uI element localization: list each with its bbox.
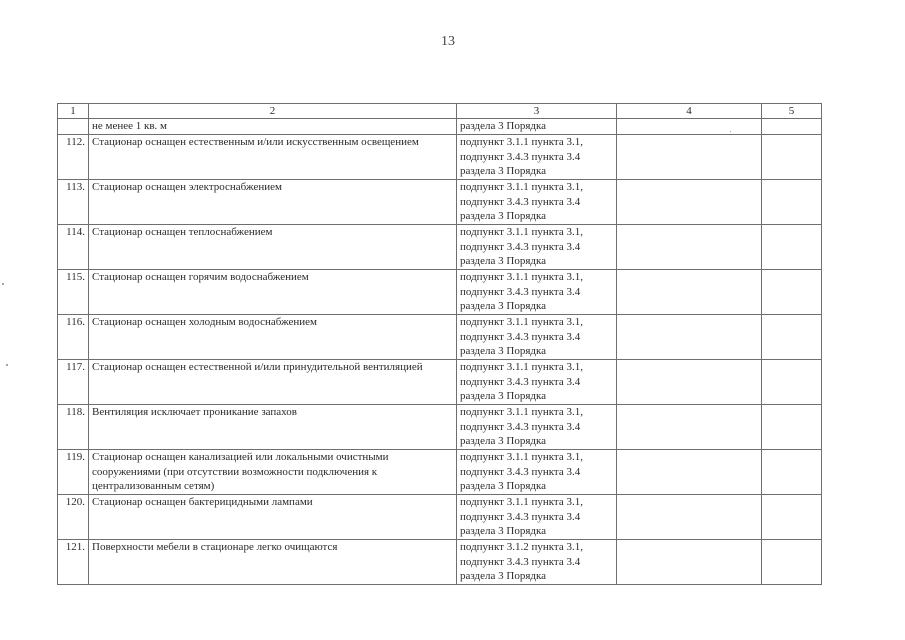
row-number: 115. (58, 270, 89, 315)
requirement-text: Стационар оснащен холодным водоснабжением (89, 315, 457, 360)
note-cell (762, 540, 822, 585)
scan-speck (730, 131, 731, 132)
table-row (58, 405, 822, 450)
note-cell (762, 180, 822, 225)
page-number: 13 (441, 34, 455, 49)
regulation-reference: подпункт 3.1.1 пункта 3.1, подпункт 3.4.3 пункта 3.4 раздела 3 Порядка (457, 135, 617, 180)
answer-cell (617, 270, 762, 315)
requirement-text: Поверхности мебели в стационаре легко очищаются (89, 540, 457, 585)
row-number: 116. (58, 315, 89, 360)
regulation-reference: подпункт 3.1.1 пункта 3.1, подпункт 3.4.3 пункта 3.4 раздела 3 Порядка (457, 450, 617, 495)
requirement-text: Стационар оснащен электроснабжением (89, 180, 457, 225)
answer-cell (617, 119, 762, 135)
column-header: 2 (89, 104, 457, 119)
regulation-reference: подпункт 3.1.1 пункта 3.1, подпункт 3.4.3 пункта 3.4 раздела 3 Порядка (457, 225, 617, 270)
scan-speck (6, 364, 8, 366)
table-row (58, 495, 822, 540)
row-number: 113. (58, 180, 89, 225)
row-number: 120. (58, 495, 89, 540)
regulation-reference: подпункт 3.1.1 пункта 3.1, подпункт 3.4.3 пункта 3.4 раздела 3 Порядка (457, 315, 617, 360)
answer-cell (617, 225, 762, 270)
regulation-reference: подпункт 3.1.1 пункта 3.1, подпункт 3.4.3 пункта 3.4 раздела 3 Порядка (457, 270, 617, 315)
table-row (58, 315, 822, 360)
table-row (58, 540, 822, 585)
table-row (58, 360, 822, 405)
requirement-text: Стационар оснащен бактерицидными лампами (89, 495, 457, 540)
requirement-text: Стационар оснащен естественным и/или искусственным освещением (89, 135, 457, 180)
row-number: 112. (58, 135, 89, 180)
note-cell (762, 405, 822, 450)
column-header: 1 (58, 104, 89, 119)
note-cell (762, 135, 822, 180)
answer-cell (617, 360, 762, 405)
answer-cell (617, 180, 762, 225)
note-cell (762, 315, 822, 360)
note-cell (762, 119, 822, 135)
row-number: 117. (58, 360, 89, 405)
regulation-reference: подпункт 3.1.1 пункта 3.1, подпункт 3.4.3 пункта 3.4 раздела 3 Порядка (457, 360, 617, 405)
table-row (58, 270, 822, 315)
regulation-reference: подпункт 3.1.1 пункта 3.1, подпункт 3.4.3 пункта 3.4 раздела 3 Порядка (457, 495, 617, 540)
column-header-row (58, 104, 822, 119)
regulation-reference: подпункт 3.1.1 пункта 3.1, подпункт 3.4.3 пункта 3.4 раздела 3 Порядка (457, 405, 617, 450)
requirement-text: Стационар оснащен канализацией или локальными очистными сооружениями (при отсутствии возможности подключения к централизованным сетям) (89, 450, 457, 495)
table-row (58, 225, 822, 270)
answer-cell (617, 450, 762, 495)
continuation-row (58, 119, 822, 135)
regulation-reference: подпункт 3.1.1 пункта 3.1, подпункт 3.4.3 пункта 3.4 раздела 3 Порядка (457, 180, 617, 225)
requirement-text: Стационар оснащен горячим водоснабжением (89, 270, 457, 315)
requirement-text: не менее 1 кв. м (89, 119, 457, 135)
note-cell (762, 270, 822, 315)
checklist-table (57, 103, 822, 585)
row-number: 114. (58, 225, 89, 270)
table-row (58, 135, 822, 180)
table-row (58, 450, 822, 495)
regulation-reference: подпункт 3.1.2 пункта 3.1, подпункт 3.4.3 пункта 3.4 раздела 3 Порядка (457, 540, 617, 585)
answer-cell (617, 135, 762, 180)
note-cell (762, 360, 822, 405)
note-cell (762, 225, 822, 270)
regulation-reference: раздела 3 Порядка (457, 119, 617, 135)
column-header: 3 (457, 104, 617, 119)
requirement-text: Вентиляция исключает проникание запахов (89, 405, 457, 450)
requirement-text: Стационар оснащен теплоснабжением (89, 225, 457, 270)
row-number: 119. (58, 450, 89, 495)
note-cell (762, 450, 822, 495)
row-number: 118. (58, 405, 89, 450)
column-header: 5 (762, 104, 822, 119)
row-number (58, 119, 89, 135)
column-header: 4 (617, 104, 762, 119)
answer-cell (617, 540, 762, 585)
requirement-text: Стационар оснащен естественной и/или принудительной вентиляцией (89, 360, 457, 405)
row-number: 121. (58, 540, 89, 585)
answer-cell (617, 495, 762, 540)
answer-cell (617, 315, 762, 360)
answer-cell (617, 405, 762, 450)
table-row (58, 180, 822, 225)
note-cell (762, 495, 822, 540)
scan-speck (2, 283, 4, 285)
